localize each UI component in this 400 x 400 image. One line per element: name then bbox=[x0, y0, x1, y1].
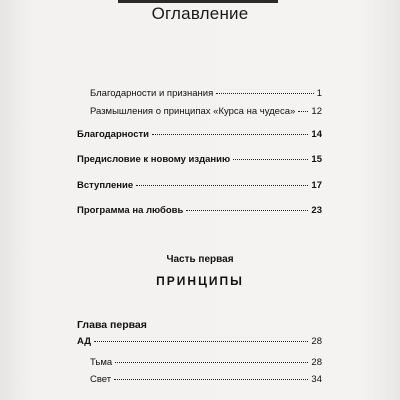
toc-entry-page: 28 bbox=[311, 336, 322, 347]
toc-entry-page: 17 bbox=[311, 180, 322, 191]
toc-entry-label: Размышления о принципах «Курса на чудеса» bbox=[90, 106, 296, 117]
toc-entry-page: 1 bbox=[316, 88, 322, 99]
dot-leader bbox=[216, 93, 313, 94]
toc-entry-program-love bbox=[77, 205, 322, 216]
toc-entry-darkness bbox=[90, 357, 322, 368]
toc-entry-label: Вступление bbox=[77, 180, 134, 191]
toc-entry-label: АД bbox=[77, 336, 91, 347]
toc-entry-reflections bbox=[90, 106, 322, 117]
part-label: Часть первая bbox=[166, 254, 234, 265]
toc-entry-label: Тьма bbox=[90, 357, 113, 368]
page-title: Оглавление bbox=[151, 4, 249, 23]
top-rule bbox=[118, 0, 278, 3]
dot-leader bbox=[136, 185, 308, 186]
dot-leader bbox=[94, 341, 308, 342]
toc-entry-light bbox=[90, 374, 322, 385]
toc-entry-acknowledgements-recognition bbox=[90, 88, 322, 99]
part-title: ПРИНЦИПЫ bbox=[156, 274, 244, 288]
dot-leader bbox=[298, 111, 308, 112]
toc-entry-page: 14 bbox=[311, 129, 322, 140]
dot-leader bbox=[186, 210, 308, 211]
dot-leader bbox=[114, 379, 308, 380]
toc-entry-page: 28 bbox=[311, 357, 322, 368]
dot-leader bbox=[115, 362, 308, 363]
toc-entry-label: Свет bbox=[90, 374, 112, 385]
toc-entry-label: Благодарности bbox=[77, 129, 149, 140]
toc-entry-label: Программа на любовь bbox=[77, 205, 184, 216]
chapter-heading: Глава первая bbox=[77, 319, 147, 331]
toc-entry-page: 15 bbox=[311, 154, 322, 165]
toc-entry-introduction bbox=[77, 180, 322, 191]
dot-leader bbox=[152, 134, 308, 135]
toc-entry-page: 12 bbox=[311, 106, 322, 117]
toc-entry-page: 34 bbox=[311, 374, 322, 385]
toc-entry-label: Предисловие к новому изданию bbox=[77, 154, 231, 165]
toc-entry-preface bbox=[77, 154, 322, 165]
dot-leader bbox=[233, 159, 308, 160]
toc-entry-label: Благодарности и признания bbox=[90, 88, 214, 99]
toc-entry-hell bbox=[77, 336, 322, 347]
toc-entry-acknowledgements bbox=[77, 129, 322, 140]
toc-entry-page: 23 bbox=[311, 205, 322, 216]
